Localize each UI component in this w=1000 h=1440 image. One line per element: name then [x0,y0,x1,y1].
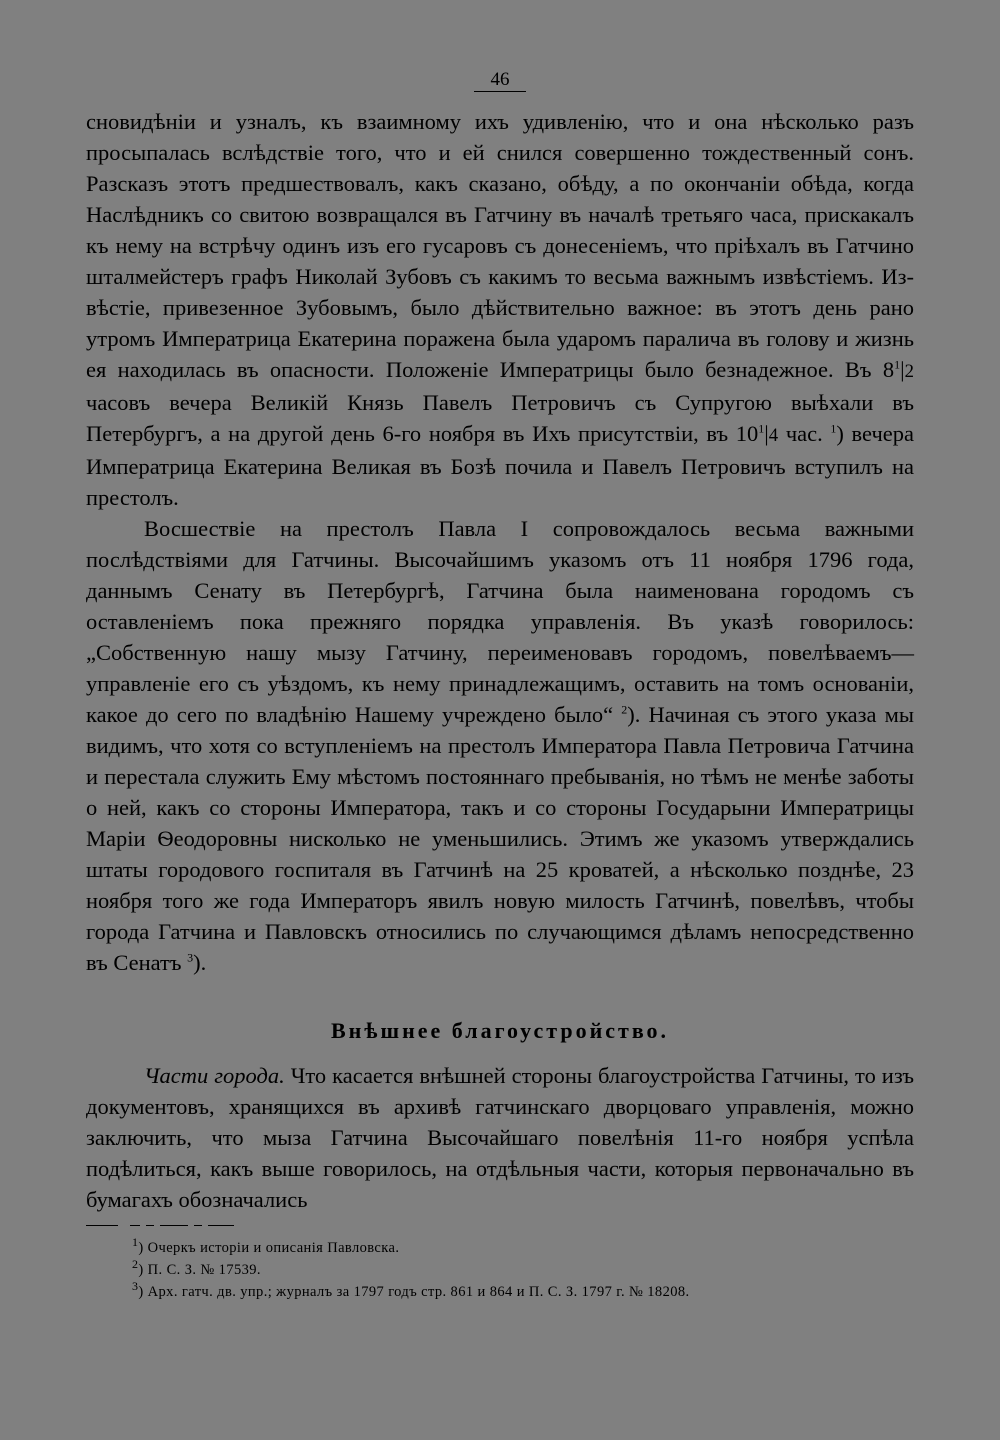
book-page [86,70,914,1303]
fraction-numerator: 1 [894,357,901,372]
footnote-ref: 1 [830,421,837,436]
paragraph-3 [86,1060,914,1215]
paragraph-text: ). [193,950,207,975]
fraction-denominator: 2 [904,361,914,382]
footnote-ref: 3 [187,950,194,965]
footnote-separator [86,1225,914,1229]
footnote-mark: 3 [132,1279,139,1294]
fraction-denominator: 4 [768,425,779,446]
paragraph-1 [86,106,914,513]
footnote-text: ) П. С. З. № 17539. [138,1262,261,1278]
paragraph-text: часовъ вечера Великій Князь Павелъ Петровичъ съ Супругою выѣхали въ Петербургъ, а на другой день 6-го ноября въ Ихъ присутствіи, въ 10 [86,390,914,446]
footnote [86,1259,914,1281]
paragraph-text: час. [778,421,831,446]
footnote-mark: 2 [132,1257,139,1272]
paragraph-text: ). Начиная съ этого указа мы видимъ, что хотя со вступленіемъ на престолъ Императора Павла Петровича Гатчина и перестала служить Ему мѣстомъ постояннаго пребыванія, но тѣмъ не менѣе заботы о ней, какъ со стороны Императора, такъ и со стороны Государыни Императрицы Маріи Ѳеодоровны нисколько не уменьшились. Этимъ же указомъ утверждались штаты городового госпиталя въ Гатчинѣ на 25 кроватей, а нѣсколько позднѣе, 23 ноября того же года Императоръ явилъ новую милость Гатчинѣ, повелѣвъ, чтобы города Гатчина и Павловскъ относились по случающимся дѣламъ непосредственно въ Сенатъ [86,702,914,975]
page-number: 46 [474,70,526,92]
fraction-bar: | [900,357,905,382]
fraction-bar: | [764,421,769,446]
footnotes [86,1237,914,1303]
footnote-ref: 2 [621,702,628,717]
paragraph-2 [86,513,914,978]
fraction-numerator: 1 [758,421,765,436]
footnote [86,1281,914,1303]
section-heading: Внѣшнее благоустройство. [330,1018,670,1043]
paragraph-text: Восшествіе на престолъ Павла I сопровождалось весьма важными послѣдствіями для Гатчины. Высочайшимъ указомъ отъ 11 ноября 1796 года, даннымъ Сенату въ Петербургѣ, Гатчина была наименована городомъ съ оставленіемъ пока прежняго порядка управленія. Въ указѣ говорилось: „Собственную нашу мызу Гатчину, переименовавъ городомъ, повелѣваемъ—управленіе его съ уѣздомъ, къ нему принадлежащимъ, оставить на томъ основаніи, какое до сего по владѣнію Нашему учреждено было“ [86,516,914,727]
footnote [86,1237,914,1259]
footnote-mark: 1 [132,1235,139,1250]
paragraph-text: сновидѣніи и узналъ, къ взаимному ихъ удивленію, что и она нѣсколько разъ просыпалась вслѣдствіе того, что и ей снился совершенно тождественный сонъ. Разсказъ этотъ предшествовалъ, какъ сказано, обѣду, а по окончаніи обѣда, когда Наслѣдникъ со свитою возвращался въ Гатчину въ началѣ третьяго часа, прискакалъ къ нему на встрѣчу одинъ изъ его гусаровъ съ донесеніемъ, что пріѣхалъ въ Гатчино шталмейстеръ графъ Николай Зубовъ съ какимъ то весьма важнымъ извѣстіемъ. Извѣстіе, привезенное Зубовымъ, было дѣйствительно важное: въ этотъ день рано утромъ Императрица Екатерина поражена была ударомъ паралича въ голову и жизнь ея находилась въ опасности. Положеніе Императрицы было безнадежное. Въ 8 [86,109,914,382]
run-in-heading: Части города. [144,1063,285,1088]
footnote-text: ) Арх. гатч. дв. упр.; журналъ за 1797 годъ стр. 861 и 864 и П. С. З. 1797 г. № 18208. [138,1284,690,1300]
paragraph-text: Что касается внѣшней стороны благоустройства Гатчины, то изъ документовъ, хранящихся въ архивѣ гатчинскаго дворцоваго управленія, можно заключить, что мыза Гатчина Высочайшаго повелѣнія 11-го ноября успѣла подѣлиться, какъ выше говорилось, на отдѣльныя части, которыя первоначально въ бумагахъ обозначались [86,1063,914,1212]
footnote-text: ) Очеркъ исторіи и описанія Павловска. [138,1240,400,1256]
paragraph-text: ) вечера Императрица Екатерина Великая въ Бозѣ почила и Павелъ Петровичъ вступилъ на престолъ. [86,421,915,510]
